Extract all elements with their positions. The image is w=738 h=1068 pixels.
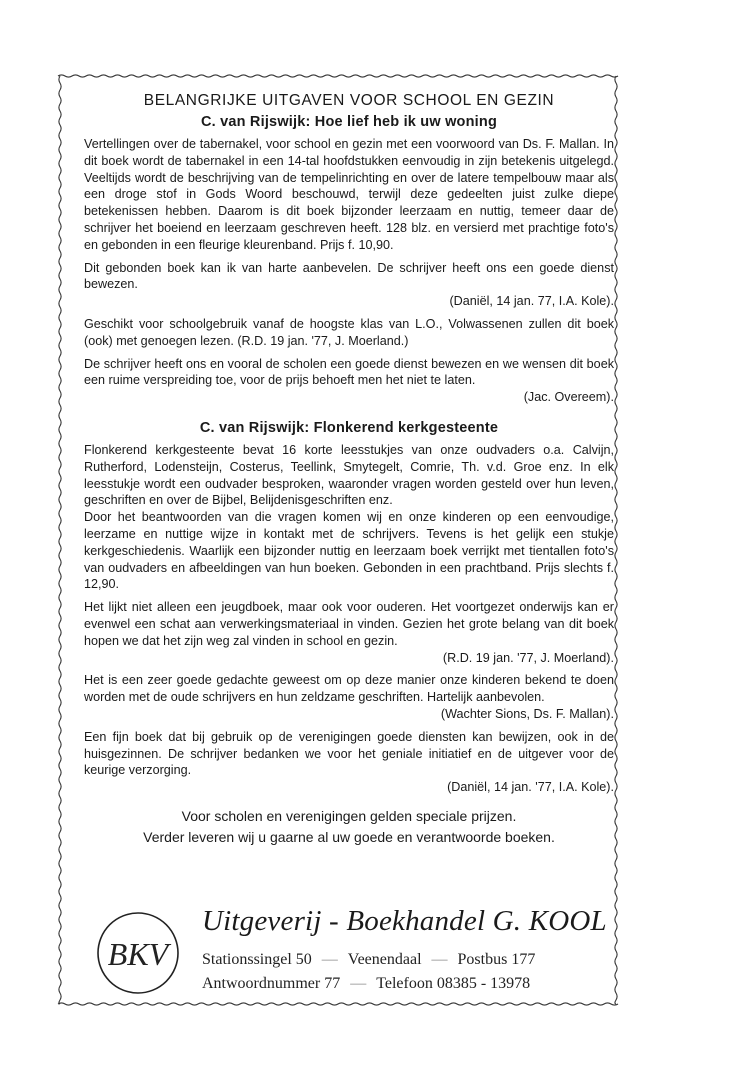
book2-title: C. van Rijswijk: Flonkerend kerkgesteente: [199, 419, 499, 436]
ad-content: [84, 92, 614, 848]
city: Veenendaal: [347, 951, 422, 968]
book1-title: C. van Rijswijk: Hoe lief heb ik uw woning: [200, 114, 498, 130]
logo-letters: BKV: [107, 936, 169, 972]
book2-review2-attribution: (Wachter Sions, Ds. F. Mallan).: [440, 706, 614, 721]
publisher-logo: [90, 905, 186, 1001]
closing-line2: Verder leveren wij u gaarne al uw goede en verantwoorde boeken.: [143, 828, 555, 845]
book1-review2: Geschikt voor schoolgebruik vanaf de hoogste klas van L.O., Volwassenen zullen dit boek (ook) met genoegen lezen. (R.D. 19 jan. '77, J. Moerland.): [84, 316, 614, 348]
closing-lines: [84, 806, 614, 848]
book2-review3-attribution: (Daniël, 14 jan. '77, I.A. Kole).: [447, 780, 614, 795]
street-address: Stationssingel 50: [202, 951, 312, 968]
address-line2: Antwoordnummer 77 — Telefoon 08385 - 13978: [202, 975, 531, 992]
book2-review2-text: Het is een zeer goede gedachte geweest om op deze manier onze kinderen bekend te doen worden met de oude schrijvers en hun zeldzame geschriften. Hartelijk aanbevolen.: [84, 673, 614, 705]
book1-review1: [84, 260, 614, 310]
book2-review2: [84, 672, 614, 722]
book1-review3-attribution: (Jac. Overeem).: [523, 390, 614, 405]
main-heading: BELANGRIJKE UITGAVEN VOOR SCHOOL EN GEZIN: [143, 92, 555, 109]
phone: Telefoon 08385 - 13978: [376, 975, 531, 992]
book1-review3-text: De schrijver heeft ons en vooral de scholen een goede dienst bewezen en we wensen dit boek een ruime verspreiding toe, voor de prijs behoeft men het niet te laten.: [84, 356, 614, 388]
book1-review3: [84, 356, 614, 406]
closing-line1: Voor scholen en verenigingen gelden speciale prijzen.: [181, 807, 517, 824]
book2-review1-attribution: (R.D. 19 jan. '77, J. Moerland).: [442, 650, 614, 665]
advertisement-frame: [54, 70, 622, 1010]
postbus: Postbus 177: [457, 951, 536, 968]
book2-description2: Door het beantwoorden van die vragen komen wij en onze kinderen op een eenvoudige, leerzame en nuttige wijze in kontakt met de schrijvers. Tevens is het gelijk een stukje kerkgeschiedenis. Waarlijk een bijzonder nuttig en leerzaam boek verrijkt met tientallen foto's van oudvaders en afbeeldingen van hun boeken. Gebonden in een prachtband. Prijs slechts f. 12,90.: [84, 510, 614, 592]
book1-review1-attribution: (Daniël, 14 jan. 77, I.A. Kole).: [449, 294, 614, 309]
book2-review3: [84, 729, 614, 796]
address-line1: Stationssingel 50 — Veenendaal — Postbus 177: [202, 951, 536, 968]
publisher-footer: [90, 905, 610, 1005]
book2-review1-text: Het lijkt niet alleen een jeugdboek, maar ook voor ouderen. Het voortgezet onderwijs kan er evenwel een schat aan verwerkingsmateriaal in vinden. Gezien het grote belang van dit boek hopen we dat het zijn weg zal vinden in school en gezin.: [84, 600, 614, 648]
book2-review3-text: Een fijn boek dat bij gebruik op de verenigingen goede diensten kan bewijzen, ook in de huisgezinnen. De schrijver bedanken we voor het geniale initiatief en de uitgever voor de keurige verzorging.: [84, 729, 614, 778]
book1-review1-text: Dit gebonden boek kan ik van harte aanbevelen. De schrijver heeft ons een goede dienst bewezen.: [84, 260, 614, 292]
publisher-name: Uitgeverij - Boekhandel G. KOOL: [202, 905, 607, 937]
book1-description: Vertellingen over de tabernakel, voor school en gezin met een voorwoord van Ds. F. Mallan. In dit boek wordt de tabernakel in een 14-tal hoofdstukken eenvoudig in zijn betekenis uitgelegd. Veeltijds wordt de beschrijving van de tempelinrichting en over de latere tempelbouw maar als een droge stof in Gods Woord beschouwd, terwijl deze gedeelten juist zulke diepe betekenissen hebben. Daarom is dit boek bijzonder leerzaam en nuttig, temeer daar de schrijver het boeiend en leerzaam geschreven heeft. 128 blz. en versierd met prachtige foto's en gebonden in een fleurige kleurenband. Prijs f. 10,90.: [84, 137, 614, 252]
book2-description1: Flonkerend kerkgesteente bevat 16 korte leesstukjes van onze oudvaders o.a. Calvijn, Rutherford, Lodensteijn, Costerus, Teellink, Smytegelt, Comrie, Th. v.d. Groe enz. In elk leesstukje wordt een oudvader besproken, waaronder vragen worden gesteld over hun leven, geschriften en over de Bijbel, Belijdenisgeschriften enz.: [84, 442, 614, 508]
antwoordnummer: Antwoordnummer 77: [202, 975, 341, 992]
book2-review1: [84, 599, 614, 666]
